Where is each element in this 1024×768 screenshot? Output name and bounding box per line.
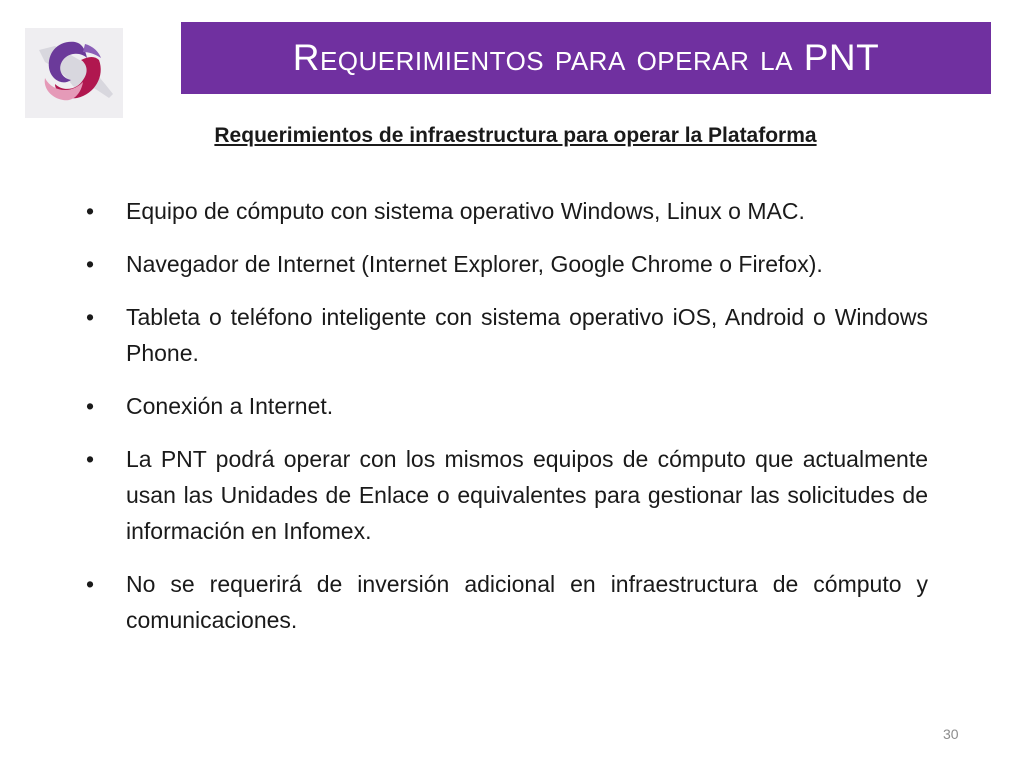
bullet-icon: • [86,446,95,472]
bullet-icon: • [86,304,95,330]
list-item [86,246,928,282]
list-item [86,193,928,229]
requirements-list [86,193,928,655]
bullet-icon: • [86,198,95,224]
bullet-icon: • [86,251,95,277]
list-item [86,441,928,549]
list-item-text: Equipo de cómputo con sistema operativo Windows, Linux o MAC. [126,198,805,224]
list-item [86,388,928,424]
logo-emblem-icon [25,28,123,118]
list-item-text: Conexión a Internet. [126,393,334,419]
list-item-text: Tableta o teléfono inteligente con sistema operativo iOS, Android o Windows Phone. [126,304,928,366]
title-banner [181,22,991,94]
bullet-icon: • [86,393,95,419]
list-item [86,566,928,638]
page-number: 30 [943,726,959,742]
list-item-text: Navegador de Internet (Internet Explorer, Google Chrome o Firefox). [126,251,823,277]
list-item [86,299,928,371]
list-item-text: La PNT podrá operar con los mismos equipos de cómputo que actualmente usan las Unidades de Enlace o equivalentes para gestionar las solicitudes de información en Infomex. [126,446,928,544]
logo [25,28,123,118]
bullet-icon: • [86,571,95,597]
page-title: Requerimientos para operar la PNT [292,37,880,78]
section-subtitle: Requerimientos de infraestructura para operar la Plataforma [214,124,817,147]
list-item-text: No se requerirá de inversión adicional en infraestructura de cómputo y comunicaciones. [126,571,928,633]
